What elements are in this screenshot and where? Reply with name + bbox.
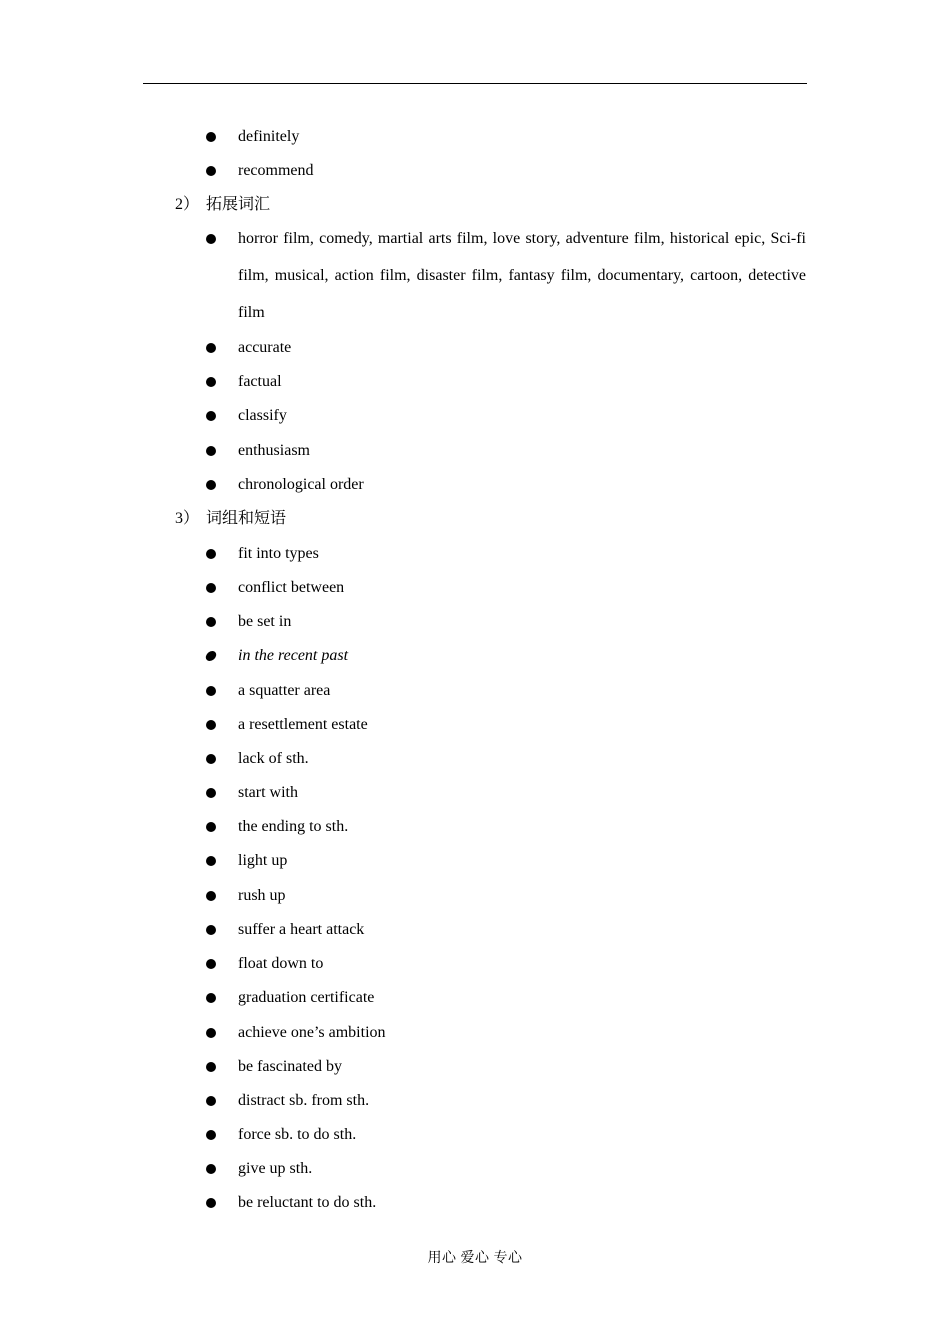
- bullet-icon: [206, 166, 216, 176]
- list-item: [0, 885, 950, 907]
- list-item: [0, 440, 950, 462]
- list-item: [0, 160, 950, 182]
- list-item-text: a resettlement estate: [238, 716, 368, 733]
- list-item-text: the ending to sth.: [238, 818, 349, 835]
- list-item: [0, 611, 950, 633]
- list-item-text: give up sth.: [238, 1160, 313, 1177]
- bullet-icon: [206, 993, 216, 1003]
- page-footer: 用心 爱心 专心: [427, 1251, 523, 1266]
- bullet-icon: [206, 234, 216, 244]
- list-item: [0, 1192, 950, 1214]
- list-item-text: be set in: [238, 613, 292, 630]
- bullet-icon: [206, 1164, 216, 1174]
- list-item-text: distract sb. from sth.: [238, 1092, 370, 1109]
- list-item: [0, 850, 950, 872]
- section-number: 3）: [175, 510, 200, 527]
- list-item-text: a squatter area: [238, 682, 331, 699]
- list-item-text: float down to: [238, 955, 324, 972]
- list-item-text: chronological order: [238, 476, 364, 493]
- list-item: [0, 782, 950, 804]
- list-item: [0, 987, 950, 1009]
- genre-list-text: horror film, comedy, martial arts film, love story, adventure film, historical epic, Sci-fi film, musical, action film, disaster film, fantasy film, documentary, cartoon, detective film: [238, 230, 806, 321]
- bullet-icon: [206, 411, 216, 421]
- bullet-icon: [206, 856, 216, 866]
- list-item-text: definitely: [238, 128, 300, 145]
- bullet-icon: [206, 822, 216, 832]
- bullet-icon: [206, 1096, 216, 1106]
- list-item: [0, 1022, 950, 1044]
- list-item-text: suffer a heart attack: [238, 921, 365, 938]
- list-item: [0, 645, 950, 667]
- bullet-icon: [206, 686, 216, 696]
- list-item-text: light up: [238, 852, 288, 869]
- list-item-text: accurate: [238, 339, 292, 356]
- list-item: [0, 1090, 950, 1112]
- list-item: [0, 714, 950, 736]
- list-item: [0, 543, 950, 565]
- bullet-icon: [206, 1028, 216, 1038]
- list-item: [0, 680, 950, 702]
- list-item: [0, 816, 950, 838]
- section-title: 词组和短语: [206, 510, 287, 527]
- list-item: [0, 126, 950, 148]
- list-item-text: classify: [238, 407, 287, 424]
- list-item-text: start with: [238, 784, 298, 801]
- list-item-text: lack of sth.: [238, 750, 309, 767]
- bullet-icon: [206, 925, 216, 935]
- bullet-icon: [206, 549, 216, 559]
- list-item: [0, 748, 950, 770]
- header-rule: [143, 83, 807, 84]
- bullet-icon: [206, 891, 216, 901]
- bullet-icon: [206, 1198, 216, 1208]
- list-item-text: be fascinated by: [238, 1058, 342, 1075]
- list-item-text: be reluctant to do sth.: [238, 1194, 377, 1211]
- section-title: 拓展词汇: [206, 196, 271, 213]
- bullet-icon: [205, 651, 218, 661]
- list-item-text: factual: [238, 373, 282, 390]
- bullet-icon: [206, 446, 216, 456]
- list-item-text: recommend: [238, 162, 314, 179]
- list-item: [0, 405, 950, 427]
- list-item: [0, 337, 950, 359]
- list-item: [0, 953, 950, 975]
- section-number: 2）: [175, 196, 200, 213]
- list-item-text: rush up: [238, 887, 286, 904]
- bullet-icon: [206, 583, 216, 593]
- bullet-icon: [206, 754, 216, 764]
- list-item: [0, 1158, 950, 1180]
- list-item: [0, 228, 950, 332]
- list-item: [0, 1056, 950, 1078]
- list-item: [0, 577, 950, 599]
- bullet-icon: [206, 959, 216, 969]
- bullet-icon: [206, 788, 216, 798]
- bullet-icon: [206, 480, 216, 490]
- list-item-text: in the recent past: [238, 647, 349, 664]
- list-item-text: conflict between: [238, 579, 345, 596]
- list-item: [0, 1124, 950, 1146]
- list-item-text: enthusiasm: [238, 442, 310, 459]
- list-item-text: force sb. to do sth.: [238, 1126, 357, 1143]
- bullet-icon: [206, 617, 216, 627]
- list-item: [0, 474, 950, 496]
- bullet-icon: [206, 132, 216, 142]
- list-item-text: achieve one’s ambition: [238, 1024, 386, 1041]
- bullet-icon: [206, 720, 216, 730]
- list-item: [0, 919, 950, 941]
- bullet-icon: [206, 343, 216, 353]
- list-item: [0, 371, 950, 393]
- section-heading: [0, 194, 950, 216]
- bullet-icon: [206, 1130, 216, 1140]
- section-heading: [0, 508, 950, 530]
- list-item-text: fit into types: [238, 545, 319, 562]
- list-item-text: graduation certificate: [238, 989, 375, 1006]
- bullet-icon: [206, 377, 216, 387]
- bullet-icon: [206, 1062, 216, 1072]
